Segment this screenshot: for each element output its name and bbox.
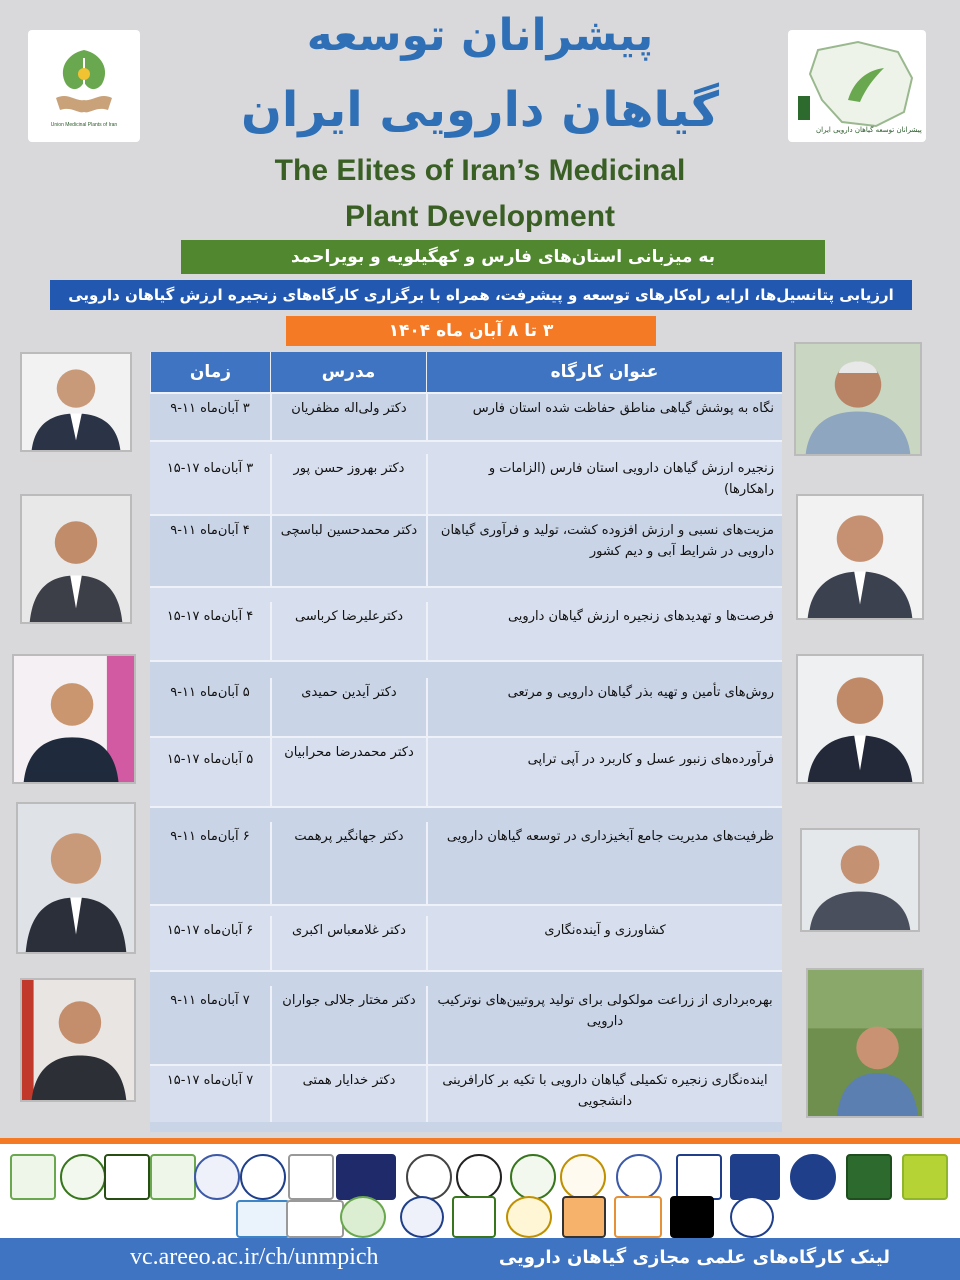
person-icon [22, 354, 130, 450]
row-title: کشاورزی و آینده‌نگاری [426, 916, 782, 970]
speaker-photo [12, 654, 136, 784]
row-time: ۶ آبان‌ماه ۱۷-۱۵ [166, 923, 254, 938]
speaker-photo [796, 494, 924, 620]
person-icon [798, 496, 922, 618]
sponsor-logo [456, 1154, 502, 1200]
speaker-photo [20, 978, 136, 1102]
speaker-photo [800, 828, 920, 932]
sponsor-logo [194, 1154, 240, 1200]
title-en-line2: Plant Development [344, 200, 616, 233]
sponsor-logo [400, 1196, 444, 1238]
row-teacher: دکتر آیدین حمیدی [270, 678, 426, 736]
table-row [150, 736, 782, 806]
sponsor-logo [406, 1154, 452, 1200]
sponsor-logo [614, 1196, 662, 1238]
title-fa-line2: گیاهان دارویی ایران [240, 82, 720, 138]
row-time: ۳ آبان‌ماه ۱۷-۱۵ [166, 461, 254, 476]
sponsor-logo [790, 1154, 836, 1200]
row-teacher: دکتر محمدرضا محرابیان [270, 738, 426, 806]
table-row [150, 1064, 782, 1122]
sponsor-logo [616, 1154, 662, 1200]
speaker-photo [20, 352, 132, 452]
footer-label: لینک کارگاه‌های علمی مجازی گیاهان دارویی [498, 1247, 890, 1268]
person-icon [802, 830, 918, 930]
row-teacher: دکتر ولی‌اله مظفریان [270, 394, 426, 440]
sponsor-logo [510, 1154, 556, 1200]
person-icon [798, 656, 922, 782]
row-title: فرصت‌ها و تهدیدهای زنجیره ارزش گیاهان دارویی [426, 602, 782, 660]
sponsor-logo [340, 1196, 386, 1238]
table-row [150, 586, 782, 660]
table-row [150, 806, 782, 904]
row-time: ۴ آبان‌ماه ۱۱-۹ [170, 523, 250, 538]
workshop-table [150, 352, 782, 1132]
row-title: روش‌های تأمین و تهیه بذر گیاهان دارویی و مرتعی [426, 678, 782, 736]
person-icon [18, 804, 134, 952]
host-banner: به میزبانی استان‌های فارس و کهگیلویه و بویراحمد [181, 240, 825, 274]
row-title: زنجیره ارزش گیاهان دارویی استان فارس (الزامات و راهکارها) [426, 454, 782, 514]
sponsor-logo [562, 1196, 606, 1238]
dates-banner: ۳ تا ۸ آبان ماه ۱۴۰۴ [286, 316, 656, 346]
leaf-hands-icon [46, 44, 122, 120]
title-en-line1: The Elites of Iran’s Medicinal [274, 154, 686, 187]
sponsor-logo [676, 1154, 722, 1200]
subtitle-banner: ارزیابی پتانسیل‌ها، ارایه راه‌کارهای توسعه و پیشرفت، همراه با برگزاری کارگاه‌های زنجیره ارزش گیاهان دارویی [50, 280, 912, 310]
row-teacher: دکتر بهروز حسن پور [270, 454, 426, 514]
sponsor-logo [336, 1154, 396, 1200]
speaker-photo [794, 342, 922, 456]
table-row [150, 514, 782, 586]
logo-left-caption: Union Medicinal Plants of Iran [50, 122, 118, 128]
sponsor-logo [286, 1200, 344, 1238]
row-teacher: دکتر محمدحسین لباسچی [270, 516, 426, 586]
sponsor-logo [104, 1154, 150, 1200]
row-teacher: دکترعلیرضا کرباسی [270, 602, 426, 660]
row-title: بهره‌برداری از زراعت مولکولی برای تولید پروتیین‌های نوترکیب دارویی [426, 986, 782, 1064]
sponsor-logo [10, 1154, 56, 1200]
person-icon [14, 656, 134, 782]
row-title: مزیت‌های نسبی و ارزش افزوده کشت، تولید و فرآوری گیاهان دارویی در شرایط آبی و دیم کشور [426, 516, 782, 586]
row-title: اینده‌نگاری زنجیره تکمیلی گیاهان دارویی با تکیه بر کارافرینی دانشجویی [426, 1066, 782, 1122]
row-time: ۳ آبان‌ماه ۱۱-۹ [170, 401, 250, 416]
table-row [150, 660, 782, 736]
speaker-photo [806, 968, 924, 1118]
person-icon [22, 496, 130, 622]
title-fa-line1: پیشرانان توسعه [306, 10, 654, 61]
sponsor-logo [670, 1196, 714, 1238]
speaker-photo [796, 654, 924, 784]
row-title: فرآورده‌های زنبور عسل و کاربرد در آپی تراپی [426, 738, 782, 806]
row-teacher: دکتر خدایار همتی [270, 1066, 426, 1122]
header-title: عنوان کارگاه [426, 352, 782, 392]
workshop-link[interactable]: vc.areeo.ac.ir/ch/unmpich [130, 1244, 379, 1270]
row-teacher: دکتر جهانگیر پرهمت [270, 822, 426, 904]
sponsor-logo [150, 1154, 196, 1200]
row-time: ۷ آبان‌ماه ۱۱-۹ [170, 993, 250, 1008]
sponsor-logo [846, 1154, 892, 1200]
row-time: ۵ آبان‌ماه ۱۱-۹ [170, 685, 250, 700]
header-time: زمان [150, 352, 270, 392]
table-row [150, 392, 782, 440]
row-teacher: دکتر مختار جلالی جواران [270, 986, 426, 1064]
row-title: نگاه به پوشش گیاهی مناطق حفاظت شده استان فارس [426, 394, 782, 440]
table-header [150, 352, 782, 392]
row-time: ۵ آبان‌ماه ۱۷-۱۵ [166, 752, 254, 767]
speaker-photo [16, 802, 136, 954]
person-icon [796, 344, 920, 454]
header-teacher: مدرس [270, 352, 426, 392]
sponsor-logos [0, 1138, 960, 1238]
table-row [150, 970, 782, 1064]
row-time: ۶ آبان‌ماه ۱۱-۹ [170, 829, 250, 844]
sponsor-logo [452, 1196, 496, 1238]
sponsor-logo [560, 1154, 606, 1200]
sponsor-logo [288, 1154, 334, 1200]
sponsor-logo [902, 1154, 948, 1200]
row-time: ۷ آبان‌ماه ۱۷-۱۵ [166, 1073, 254, 1088]
person-icon [808, 970, 922, 1116]
row-title: ظرفیت‌های مدیریت جامع آبخیزداری در توسعه گیاهان دارویی [426, 822, 782, 904]
footer-bar [0, 1238, 960, 1280]
sponsor-logo [240, 1154, 286, 1200]
table-row [150, 904, 782, 970]
person-icon [22, 980, 134, 1100]
table-row [150, 440, 782, 514]
union-medicinal-plants-logo [28, 30, 140, 142]
sponsor-logo [236, 1200, 290, 1238]
elites-logo [788, 30, 926, 142]
sponsor-logo [730, 1196, 774, 1238]
speaker-photo [20, 494, 132, 624]
sponsor-logo [730, 1154, 780, 1200]
sponsor-logo [506, 1196, 552, 1238]
row-teacher: دکتر غلامعباس اکبری [270, 916, 426, 970]
row-time: ۴ آبان‌ماه ۱۷-۱۵ [166, 609, 254, 624]
logo-right-caption: پیشرانان توسعه گیاهان دارویی ایران [816, 126, 922, 134]
sponsor-logo [60, 1154, 106, 1200]
